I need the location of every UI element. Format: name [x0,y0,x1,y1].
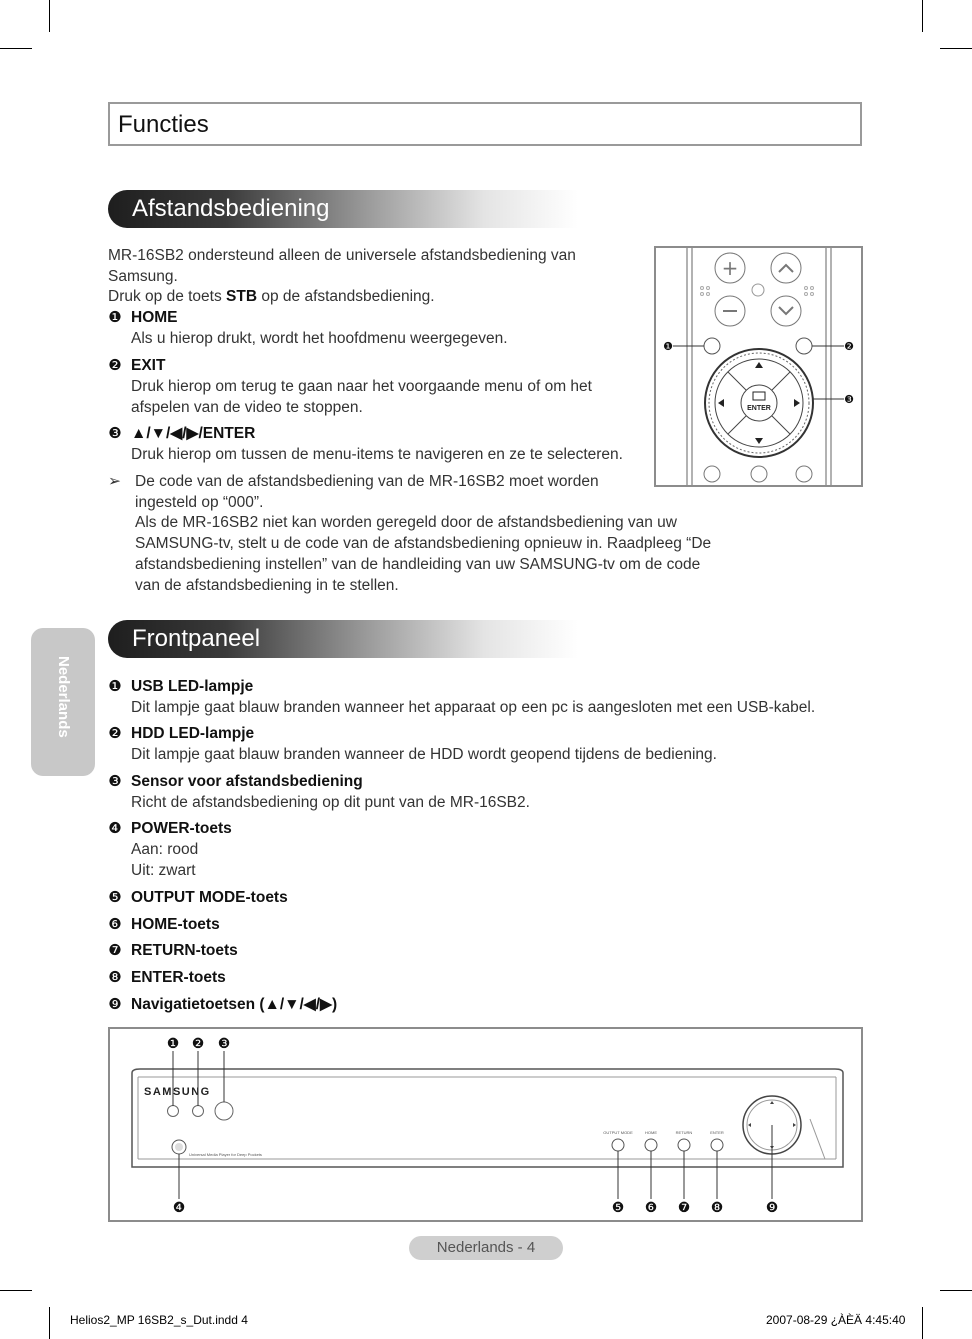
chapter-title: Functies [118,111,209,138]
note-line: SAMSUNG-tv, stelt u de code van de afstandsbediening opnieuw in. Raadpleeg “De [135,535,712,552]
front-item-number: ❼ [108,942,122,959]
front-panel-illustration [110,1029,861,1220]
home-label: HOME [645,1130,657,1135]
side-tab-label: Nederlands [55,656,72,738]
remote-callout-3: ❸ [844,394,854,406]
language-side-tab [31,628,95,776]
stb-key: STB [226,288,258,305]
remote-item-desc: Druk hierop om terug te gaan naar het voorgaande menu of om het [131,378,592,395]
front-item-number: ❸ [108,773,122,790]
front-callout-2: ❷ [191,1035,205,1051]
crop-mark [940,48,972,49]
output-mode-label: OUTPUT MODE [603,1130,633,1135]
remote-item-desc: Druk hierop om tussen de menu-items te navigeren en ze te selecteren. [131,446,623,463]
intro-text: op de afstandsbediening. [257,288,435,305]
front-callout-9: ❾ [765,1199,779,1215]
front-item-desc: Dit lampje gaat blauw branden wanneer de HDD wordt geopend tijdens de bediening. [131,746,717,763]
remote-intro-line2: Samsung. [108,268,178,285]
remote-item-desc: Als u hierop drukt, wordt het hoofdmenu weergegeven. [131,330,508,347]
remote-figure [654,246,863,487]
note-line: De code van de afstandsbediening van de MR-16SB2 moet worden [135,473,599,490]
front-item-number: ❺ [108,889,122,906]
crop-mark [0,1290,32,1291]
front-callout-5: ❺ [611,1199,625,1215]
remote-item-title: ▲/▼/◀/▶/ENTER [131,425,256,442]
front-item-title: HOME-toets [131,916,220,933]
front-panel-figure [108,1027,863,1222]
remote-item-number: ❸ [108,425,122,442]
front-item-title: HDD LED-lampje [131,725,255,742]
note-marker: ➢ [108,473,121,490]
chapter-header [108,102,862,146]
front-callout-3: ❸ [217,1035,231,1051]
remote-item-number: ❶ [108,309,122,326]
crop-mark [49,1307,50,1339]
front-item-desc: Dit lampje gaat blauw branden wanneer het apparaat op een pc is aangesloten met een USB-kabel. [131,699,816,716]
remote-intro-line3 [108,286,435,307]
front-item-title: RETURN-toets [131,942,238,959]
crop-mark [922,0,923,32]
front-item-title: ENTER-toets [131,969,226,986]
crop-mark [940,1290,972,1291]
note-line: afstandsbediening instellen” van de handleiding van uw SAMSUNG-tv om de code [135,556,701,573]
remote-item-desc: afspelen van de video te stoppen. [131,399,363,416]
front-item-number: ❻ [108,916,122,933]
note-line: Als de MR-16SB2 niet kan worden geregeld door de afstandsbediening van uw [135,514,677,531]
enter-label: ENTER [747,405,771,412]
front-callout-7: ❼ [677,1199,691,1215]
page-number-pill [409,1236,563,1260]
tagline-label: Universal Media Player for Deep Pockets [189,1152,262,1157]
section-title-remote: Afstandsbediening [132,195,330,222]
remote-item-title: EXIT [131,357,166,374]
enter-label-front: ENTER [710,1130,724,1135]
front-item-number: ❾ [108,996,122,1013]
note-line: van de afstandsbediening in te stellen. [135,577,399,594]
intro-text: Druk op de toets [108,288,227,305]
section-bar-remote [108,190,578,228]
front-item-desc: Uit: zwart [131,862,196,879]
crop-mark [49,0,50,32]
section-title-front: Frontpaneel [132,625,261,652]
front-callout-6: ❻ [644,1199,658,1215]
remote-item-number: ❷ [108,357,122,374]
front-callout-4: ❹ [172,1199,186,1215]
front-callout-8: ❽ [710,1199,724,1215]
remote-intro-line1: MR-16SB2 ondersteund alleen de universele afstandsbediening van [108,247,576,264]
front-item-number: ❷ [108,725,122,742]
front-item-title: Navigatietoetsen (▲/▼/◀/▶) [131,996,338,1013]
remote-item-title: HOME [131,309,178,326]
brand-label: SAMSUNG [144,1086,211,1098]
return-label: RETURN [675,1130,693,1135]
remote-callout-2: ❷ [844,341,854,353]
crop-mark [922,1307,923,1339]
note-line: ingesteld op “000”. [135,494,264,511]
front-item-number: ❽ [108,969,122,986]
footer-file-name: Helios2_MP 16SB2_s_Dut.indd 4 [70,1313,248,1327]
svg-text:+: + [721,256,739,280]
remote-illustration [656,248,861,485]
front-item-title: POWER-toets [131,820,232,837]
front-callout-1: ❶ [166,1035,180,1051]
page-label: Nederlands - 4 [436,1239,536,1256]
remote-callout-1: ❶ [663,341,673,353]
section-bar-front [108,620,578,658]
front-item-number: ❶ [108,678,122,695]
front-item-desc: Richt de afstandsbediening op dit punt van de MR-16SB2. [131,794,530,811]
front-item-title: OUTPUT MODE-toets [131,889,288,906]
front-item-desc: Aan: rood [131,841,199,858]
crop-mark [0,48,32,49]
front-item-title: USB LED-lampje [131,678,254,695]
front-item-title: Sensor voor afstandsbediening [131,773,363,790]
footer-timestamp: 2007-08-29 ¿ÀÈÄ 4:45:40 [766,1313,906,1327]
front-item-number: ❹ [108,820,122,837]
